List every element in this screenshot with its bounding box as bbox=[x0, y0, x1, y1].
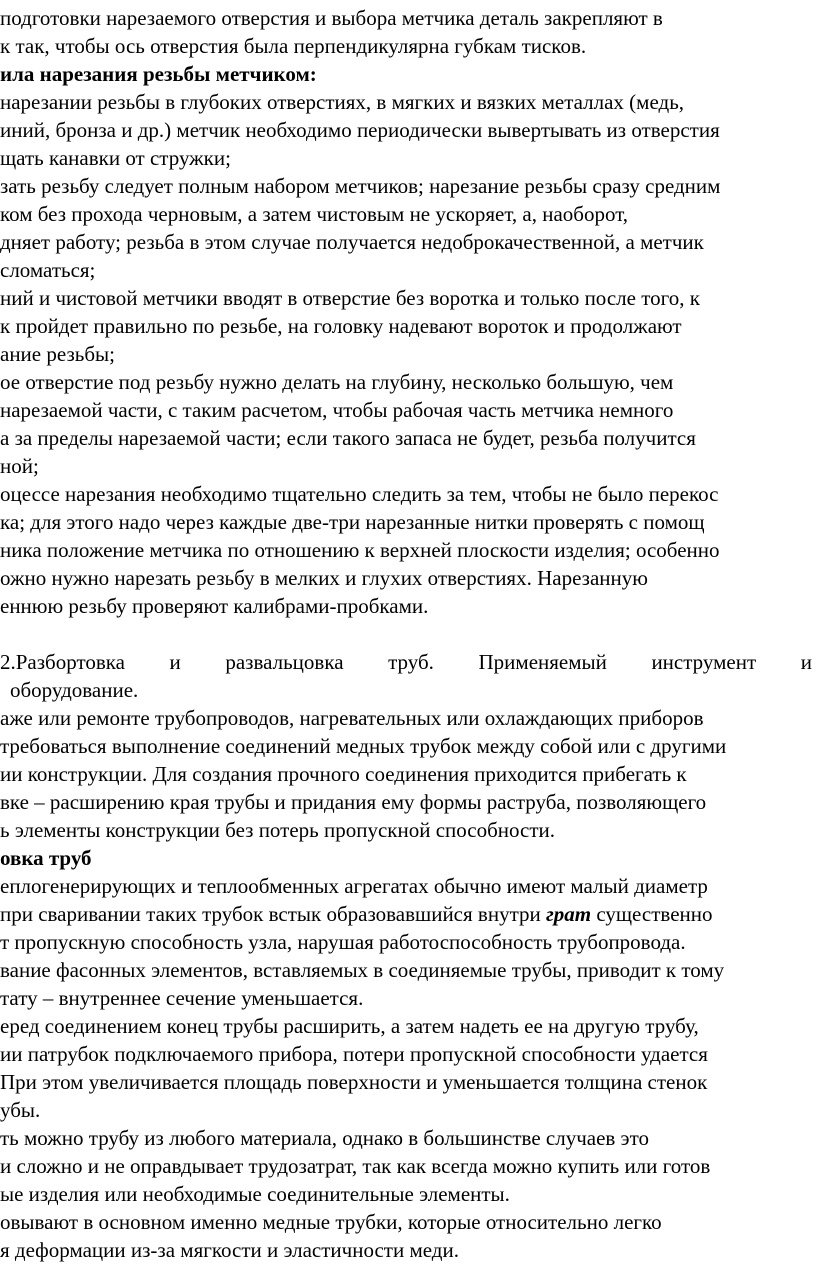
text-line: ь элементы конструкции без потерь пропускной способности. bbox=[0, 818, 556, 842]
text-line: ые изделия или необходимые соединительные элементы. bbox=[0, 1182, 510, 1206]
text-line: ание резьбы; bbox=[0, 342, 115, 366]
heading-2-continuation: оборудование. bbox=[10, 678, 139, 702]
text-line: щать канавки от стружки; bbox=[0, 146, 231, 170]
text-line: ть можно трубу из любого материала, однако в большинстве случаев это bbox=[0, 1126, 649, 1150]
text-line: и сложно и не оправдывает трудозатрат, так как всегда можно купить или готов bbox=[0, 1154, 711, 1178]
text-line: зать резьбу следует полным набором метчиков; нарезание резьбы сразу средним bbox=[0, 174, 721, 198]
text-line: еред соединением конец трубы расширить, а затем надеть ее на другую трубу, bbox=[0, 1014, 699, 1038]
text-line: убы. bbox=[0, 1098, 41, 1122]
heading-word: 2.Разбортовка bbox=[0, 650, 125, 674]
text-line: ии патрубок подключаемого прибора, потери пропускной способности удается bbox=[0, 1042, 708, 1066]
text-line: оцессе нарезания необходимо тщательно следить за тем, чтобы не было перекос bbox=[0, 482, 719, 506]
text-line: подготовки нарезаемого отверстия и выбора метчика деталь закрепляют в bbox=[0, 6, 663, 30]
text-line: иний, бронза и др.) метчик необходимо периодически вывертывать из отверстия bbox=[0, 118, 720, 142]
text-line: еннюю резьбу проверяют калибрами-пробками. bbox=[0, 594, 429, 618]
text-line: ний и чистовой метчики вводят в отверстие без воротка и только после того, к bbox=[0, 286, 700, 310]
heading-word: и bbox=[800, 650, 812, 674]
text-segment: при сваривании таких трубок встык образовавшийся внутри bbox=[0, 902, 546, 926]
heading-word: Применяемый bbox=[478, 650, 607, 674]
text-line bbox=[0, 901, 713, 927]
text-line: ной; bbox=[0, 454, 39, 478]
grat-term: грат bbox=[546, 902, 592, 926]
heading-word: и bbox=[169, 650, 181, 674]
text-segment: существенно bbox=[591, 902, 713, 926]
text-line: ии конструкции. Для создания прочного соединения приходится прибегать к bbox=[0, 762, 687, 786]
text-line: ника положение метчика по отношению к верхней плоскости изделия; особенно bbox=[0, 538, 720, 562]
text-line: еплогенерирующих и теплообменных агрегатах обычно имеют малый диаметр bbox=[0, 874, 708, 898]
text-line: нарезании резьбы в глубоких отверстиях, в мягких и вязких металлах (медь, bbox=[0, 90, 685, 114]
text-line: ком без прохода черновым, а затем чистовым не ускоряет, а, наоборот, bbox=[0, 202, 629, 226]
heading-word: развальцовка bbox=[225, 650, 344, 674]
section-heading: ила нарезания резьбы метчиком: bbox=[0, 62, 317, 86]
text-line: а за пределы нарезаемой части; если такого запаса не будет, резьба получится bbox=[0, 426, 696, 450]
text-line: к пройдет правильно по резьбе, на головку надевают вороток и продолжают bbox=[0, 314, 682, 338]
text-line: ка; для этого надо через каждые две-три нарезанные нитки проверять с помощ bbox=[0, 510, 705, 534]
heading-word: труб. bbox=[388, 650, 434, 674]
text-line: аже или ремонте трубопроводов, нагревательных или охлаждающих приборов bbox=[0, 706, 704, 730]
section-heading: овка труб bbox=[0, 846, 92, 870]
text-line: тату – внутреннее сечение уменьшается. bbox=[0, 986, 364, 1010]
text-line: т пропускную способность узла, нарушая работоспособность трубопровода. bbox=[0, 930, 686, 954]
heading-2 bbox=[0, 649, 812, 675]
text-line: вке – расширению края трубы и придания ему формы раструба, позволяющего bbox=[0, 790, 707, 814]
text-line: При этом увеличивается площадь поверхности и уменьшается толщина стенок bbox=[0, 1070, 708, 1094]
text-line: требоваться выполнение соединений медных трубок между собой или с другими bbox=[0, 734, 727, 758]
text-line: вание фасонных элементов, вставляемых в соединяемые трубы, приводит к тому bbox=[0, 958, 725, 982]
text-line: ое отверстие под резьбу нужно делать на глубину, несколько большую, чем bbox=[0, 370, 674, 394]
heading-word: инструмент bbox=[651, 650, 757, 674]
text-line: дняет работу; резьба в этом случае получается недоброкачественной, а метчик bbox=[0, 230, 704, 254]
text-line: овывают в основном именно медные трубки, которые относительно легко bbox=[0, 1210, 662, 1234]
text-line: к так, чтобы ось отверстия была перпендикулярна губкам тисков. bbox=[0, 34, 587, 58]
text-line: ожно нужно нарезать резьбу в мелких и глухих отверстиях. Нарезанную bbox=[0, 566, 648, 590]
text-line: сломаться; bbox=[0, 258, 96, 282]
text-line: нарезаемой части, с таким расчетом, чтобы рабочая часть метчика немного bbox=[0, 398, 674, 422]
text-line: я деформации из-за мягкости и эластичности меди. bbox=[0, 1238, 459, 1262]
